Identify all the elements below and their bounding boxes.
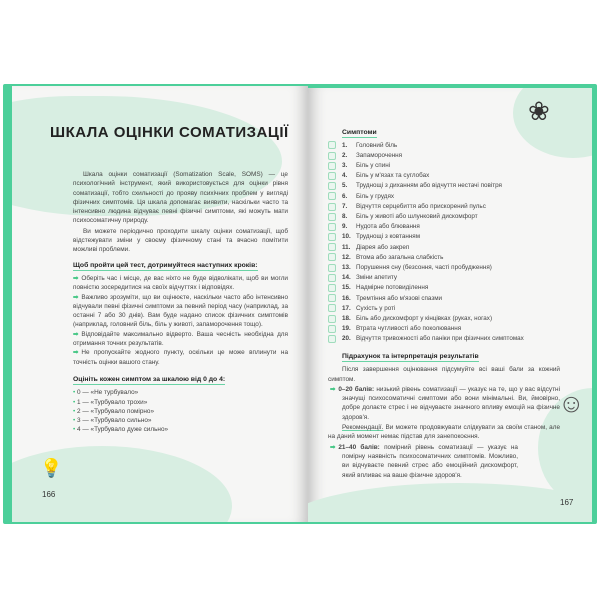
symptom-label: Діарея або закреп (356, 243, 410, 251)
symptom-item (328, 273, 578, 283)
symptom-item (328, 191, 578, 201)
page-title: ШКАЛА ОЦІНКИ СОМАТИЗАЦІЇ (50, 124, 289, 141)
symptom-item (328, 303, 578, 313)
symptoms-heading: Симптоми (342, 128, 377, 138)
symptom-item (328, 242, 578, 252)
symptom-label: Відчуття серцебиття або прискорений пульс (356, 202, 486, 210)
checkbox[interactable] (328, 335, 336, 343)
page-number: 167 (560, 498, 574, 507)
symptom-label: Запаморочення (356, 151, 403, 159)
symptom-number: 15. (342, 284, 351, 292)
list-item: • 3 — «Турбувало сильно» (73, 417, 152, 425)
arrow-icon: ➡ (73, 349, 79, 357)
symptom-number: 1. (342, 141, 348, 149)
scale-list (73, 388, 288, 434)
steps-list (73, 274, 288, 367)
symptom-label: Труднощі з ковтанням (356, 233, 421, 241)
symptom-item (328, 313, 578, 323)
symptom-number: 7. (342, 202, 348, 210)
symptom-number: 20. (342, 335, 351, 343)
symptom-number: 4. (342, 172, 348, 180)
list-item: • 0 — «Не турбувало» (73, 389, 139, 397)
result-moderate: ➡ 21–40 балів: помірний рівень соматизації — указує на помірну наявність психосоматичних симптомів. Можливо, ви відчуваєте певний стрес або емоційний дискомфорт, який впливає на ваше фізичне здоров'я. (330, 443, 518, 479)
recommendation: Рекомендації. Ви можете продовжувати слідкувати за своїм станом, але на даний момент немає підстав для занепокоєння. (328, 424, 561, 441)
symptom-label: Втома або загальна слабкість (356, 253, 444, 261)
symptom-item (328, 232, 578, 242)
symptom-item (328, 161, 578, 171)
symptom-label: Втрата чутливості або поколювання (356, 325, 462, 333)
symptom-label: Надмірне потовиділення (356, 284, 429, 292)
symptom-label: Біль у спині (356, 162, 391, 170)
symptom-item (328, 222, 578, 232)
checkbox[interactable] (328, 325, 336, 333)
symptom-number: 12. (342, 253, 351, 261)
symptom-item (328, 324, 578, 334)
results-block (328, 352, 560, 481)
checkbox[interactable] (328, 223, 336, 231)
symptoms-block (328, 128, 578, 344)
symptom-label: Тремтіння або м'язові спазми (356, 294, 443, 302)
symptom-item (328, 334, 578, 344)
checkbox[interactable] (328, 213, 336, 221)
head-icon: ☺ (558, 388, 585, 418)
intro-paragraph: Шкала оцінки соматизації (Somatization Scale, SOMS) — це психологічний інструмент, який використовується для оцінки рівня соматизації, тобто схильності до прояву психічних проблем у вигляді фізичних симптомів. Ця шкала допомагає виявити, наскільки часто та інтенсивно людина відчуває певні фізичні симптоми, які можуть мати психосоматичну природу. (73, 171, 288, 225)
checkbox[interactable] (328, 304, 336, 312)
results-heading: Підрахунок та інтерпретація результатів (342, 352, 479, 362)
symptom-number: 9. (342, 223, 348, 231)
list-item: ➡ Відповідайте максимально відверто. Ваша чесність необхідна для отримання точних результатів. (73, 330, 288, 348)
arrow-icon: ➡ (330, 385, 336, 393)
symptom-label: Сухість у роті (356, 304, 396, 312)
symptom-number: 5. (342, 182, 348, 190)
symptom-item (328, 140, 578, 150)
list-item: • 1 — «Турбувало трохи» (73, 398, 148, 406)
lightbulb-icon: 💡 (40, 458, 63, 478)
symptom-number: 19. (342, 325, 351, 333)
symptoms-list (328, 140, 578, 344)
left-text-flow (73, 170, 288, 435)
checkbox[interactable] (328, 172, 336, 180)
checkbox[interactable] (328, 284, 336, 292)
symptom-number: 14. (342, 274, 351, 282)
checkbox[interactable] (328, 141, 336, 149)
symptom-label: Біль або дискомфорт у кінцівках (руках, ногах) (356, 314, 493, 322)
list-item: ➡ Важливо зрозуміти, що ви оцінюєте, наскільки часто або інтенсивно відчували певні фізичні симптоми за певний період часу (наприклад, за останні 7 або 30 днів). Вам буде надано список фізичних симптомів (наприклад, головний біль, біль у животі, запаморочення тощо). (73, 293, 288, 329)
symptom-item (328, 201, 578, 211)
checkbox[interactable] (328, 192, 336, 200)
symptom-number: 17. (342, 304, 351, 312)
arrow-icon: ➡ (73, 330, 79, 338)
symptom-number: 16. (342, 294, 351, 302)
checkbox[interactable] (328, 182, 336, 190)
results-intro: Після завершення оцінювання підсумуйте всі ваші бали за кожний симптом. (328, 366, 560, 383)
checkbox[interactable] (328, 264, 336, 272)
intro-paragraph-2: Ви можете періодично проходити шкалу оцінки соматизації, щоб відстежувати зміни у своєму фізичному стані та вчасно помітити можливі проблеми. (73, 227, 288, 254)
arrow-icon: ➡ (73, 274, 79, 282)
symptom-number: 11. (342, 243, 351, 251)
list-item: • 2 — «Турбувало помірно» (73, 407, 155, 415)
symptom-label: Труднощі з диханням або відчуття нестачі повітря (356, 182, 502, 190)
checkbox[interactable] (328, 243, 336, 251)
symptom-number: 8. (342, 213, 348, 221)
symptom-item (328, 283, 578, 293)
symptom-item (328, 252, 578, 262)
scale-heading: Оцініть кожен симптом за шкалою від 0 до 4: (73, 375, 225, 385)
checkbox[interactable] (328, 152, 336, 160)
checkbox[interactable] (328, 253, 336, 261)
checkbox[interactable] (328, 203, 336, 211)
list-item: ➡ Оберіть час і місце, де вас ніхто не буде відволікати, щоб ви могли повністю зосередитися на своїх відчуттях і відповідях. (73, 274, 288, 292)
symptom-number: 3. (342, 162, 348, 170)
checkbox[interactable] (328, 233, 336, 241)
symptom-label: Порушення сну (безсоння, часті пробудження) (356, 263, 492, 271)
checkbox[interactable] (328, 315, 336, 323)
symptom-item (328, 171, 578, 181)
symptom-number: 6. (342, 192, 348, 200)
decor-blob (308, 483, 592, 522)
arrow-icon: ➡ (330, 443, 336, 451)
symptom-number: 18. (342, 314, 351, 322)
symptom-item (328, 212, 578, 222)
symptom-label: Біль у животі або шлунковий дискомфорт (356, 213, 478, 221)
symptom-label: Біль у м'язах та суглобах (356, 172, 430, 180)
symptom-item (328, 150, 578, 160)
list-item: • 4 — «Турбувало дуже сильно» (73, 426, 169, 434)
symptom-label: Біль у грудях (356, 192, 395, 200)
checkbox[interactable] (328, 274, 336, 282)
symptom-number: 13. (342, 263, 351, 271)
checkbox[interactable] (328, 162, 336, 170)
symptom-number: 10. (342, 233, 351, 241)
arrow-icon: ➡ (73, 293, 79, 301)
symptom-label: Нудота або блювання (356, 223, 420, 231)
lotus-icon: ❀ (528, 96, 550, 126)
symptom-item (328, 181, 578, 191)
checkbox[interactable] (328, 294, 336, 302)
symptom-label: Зміни апетиту (356, 274, 397, 282)
steps-heading: Щоб пройти цей тест, дотримуйтеся наступних кроків: (73, 261, 258, 271)
symptom-label: Відчуття тривожності або паніки при фізичних симптомах (356, 335, 524, 343)
result-low: ➡ 0–20 балів: низький рівень соматизації — указує на те, що у вас відсутні значущі психосоматичні симптоми або вони мінімальні. Ви, ймовірно, добре долаєте стрес і не відчуваєте значного впливу емоцій на фізичне здоров'я. (330, 385, 560, 421)
list-item: ➡ Не пропускайте жодного пункту, оскільки це може вплинути на точність оцінки вашого стану. (73, 349, 288, 366)
symptom-label: Головний біль (356, 141, 398, 149)
symptom-item (328, 293, 578, 303)
symptom-number: 2. (342, 151, 348, 159)
symptom-item (328, 263, 578, 273)
page-number: 166 (42, 490, 56, 499)
